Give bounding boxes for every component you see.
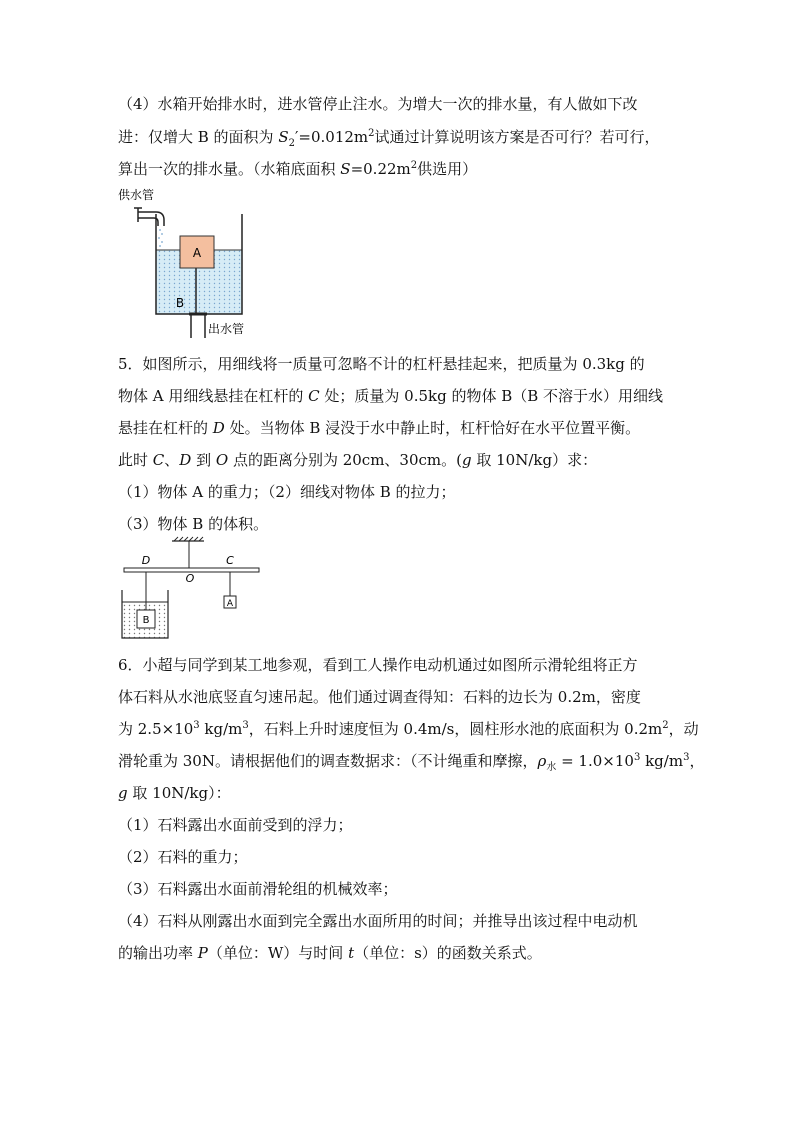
q5-line-3: 悬挂在杠杆的 D 处。当物体 B 浸没于水中静止时，杠杆恰好在水平位置平衡。: [118, 419, 641, 437]
water-drops: [158, 229, 163, 247]
outlet-pipe-label: 出水管: [208, 322, 245, 336]
q4-line-2: 进：仅增大 B 的面积为 $S_2'=0.012m^2$试通过计算说明该方案是否可行？若可行，: [118, 128, 660, 149]
object-b-label: B: [142, 615, 150, 626]
supply-pipe-label: 供水管: [118, 188, 155, 202]
point-d-label: D: [141, 554, 151, 567]
lever-diagram: [118, 536, 264, 642]
q6-line-5: g 取 10N/kg）：: [118, 784, 231, 802]
q6-line-1: 6．小超与同学到某工地参观，看到工人操作电动机通过如图所示滑轮组将正方: [118, 656, 638, 674]
q6-line-4: 滑轮重为 30N。请根据他们的调查数据求：（不计绳重和摩擦，$\rho_水 = 1.0\times 10^3$ $kg/m^3$，: [118, 752, 705, 773]
q6-sub-3: （3）石料露出水面前滑轮组的机械效率；: [118, 880, 398, 898]
q6-sub-2: （2）石料的重力；: [118, 848, 248, 866]
q6-line-3: 为 $2.5\times 10^3$ $kg/m^3$，石料上升时速度恒为 0.4m/s，圆柱形水池的底面积为 $0.2m^2$，动: [118, 720, 699, 738]
q5-line-4: 此时 C、D 到 O 点的距离分别为 20cm、30cm。(g 取 10N/kg）求：: [118, 451, 598, 469]
q4-line-1: （4）水箱开始排水时，进水管停止注水。为增大一次的排水量，有人做如下改: [118, 95, 638, 113]
object-a-label: A: [226, 599, 234, 609]
point-o-label: O: [185, 572, 195, 585]
point-c-label: C: [226, 554, 234, 567]
q6-line-2: 体石料从水池底竖直匀速吊起。他们通过调查得知：石料的边长为 0.2m，密度: [118, 688, 641, 706]
q5-line-1: 5．如图所示，用细线将一质量可忽略不计的杠杆悬挂起来，把质量为 0.3kg 的: [118, 355, 645, 373]
q5-line-2: 物体 A 用细线悬挂在杠杆的 C 处；质量为 0.5kg 的物体 B（B 不溶于水）用细线: [118, 387, 664, 405]
q5-sub-1: （1）物体 A 的重力；（2）细线对物体 B 的拉力；: [118, 483, 456, 501]
q6-sub-4: （4）石料从刚露出水面到完全露出水面所用的时间；并推导出该过程中电动机: [118, 912, 638, 930]
q6-sub-1: （1）石料露出水面前受到的浮力；: [118, 816, 353, 834]
q5-sub-3: （3）物体 B 的体积。: [118, 515, 269, 533]
water-tank-diagram: [118, 186, 278, 342]
supply-pipe-inner: [138, 218, 158, 226]
float-a-label: A: [192, 246, 202, 260]
supply-pipe: [138, 212, 164, 226]
q4-line-3: 算出一次的排水量。（水箱底面积 $S=0.22m^2$供选用）: [118, 160, 478, 178]
q6-sub-4-cont: 的输出功率 P（单位：W）与时间 t（单位：s）的函数关系式。: [118, 944, 542, 962]
valve-b-label: B: [175, 296, 185, 310]
